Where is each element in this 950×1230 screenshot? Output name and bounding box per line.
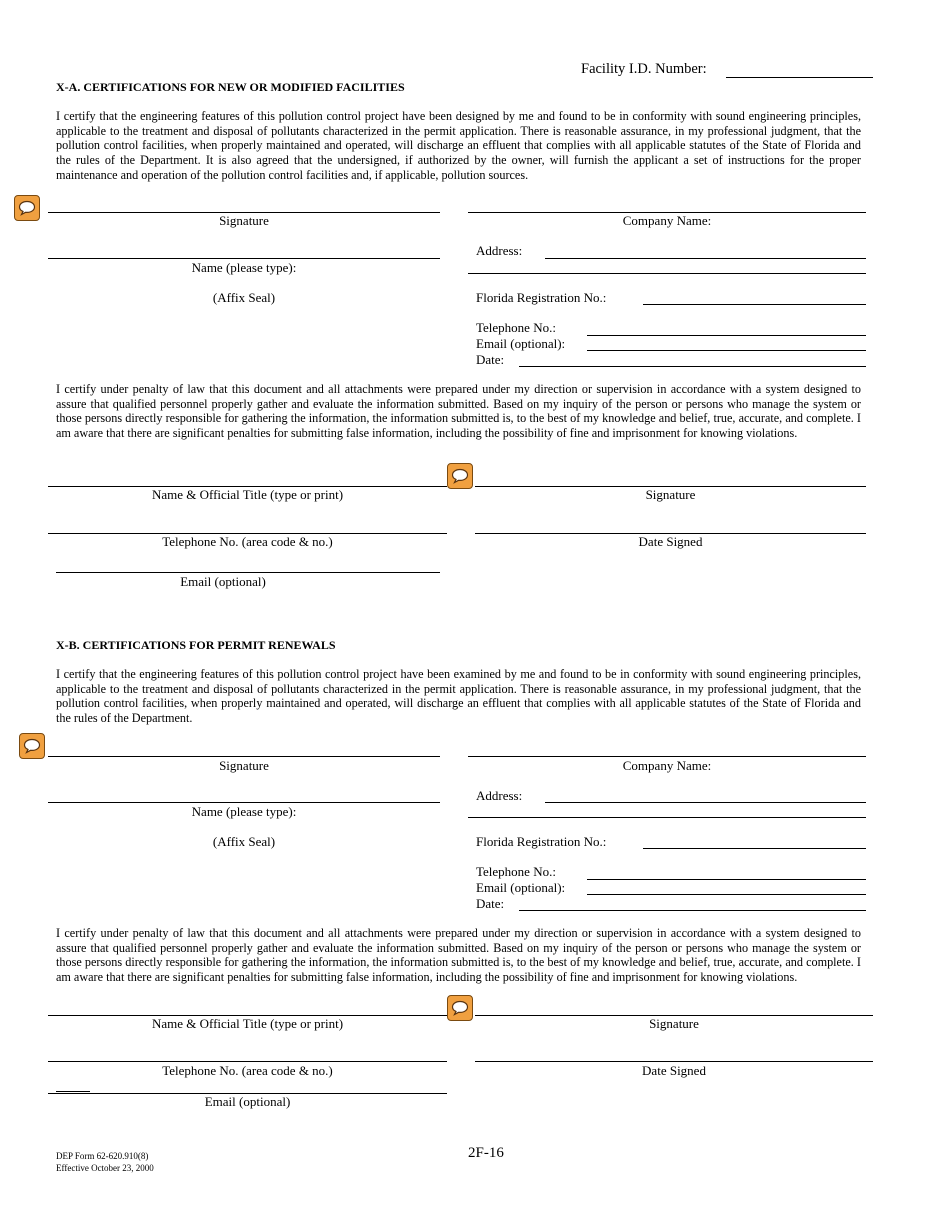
comment-icon[interactable] [14, 195, 40, 221]
telephone-label: Telephone No.: [476, 864, 556, 879]
engineer-name-label: Name (please type): [191, 260, 297, 275]
facility-id-field[interactable] [726, 77, 873, 78]
official-telephone-label: Telephone No. (area code & no.) [162, 534, 333, 549]
official-email-label: Email (optional) [180, 574, 266, 589]
affix-seal-label: (Affix Seal) [212, 834, 276, 849]
company-name-field[interactable] [468, 756, 866, 757]
official-date-signed-field[interactable] [475, 1061, 873, 1062]
date-label: Date: [476, 896, 505, 911]
section-b-penalty-statement: I certify under penalty of law that this document and all attachments were prepared under my direction or supervision in accordance with a system designed to assure that qualified personnel properly gather and evaluate the information submitted. Based on my inquiry of the person or persons who manage the system or those persons directly responsible for gathering the information, the information submitted is, to the best of my knowledge and belief, true, accurate, and complete. I am aware that there are significant penalties for submitting false information, including the possibility of fine and imprisonment for knowing violations. [56, 926, 861, 985]
engineer-name-label: Name (please type): [191, 804, 297, 819]
official-date-signed-label: Date Signed [638, 534, 703, 549]
engineer-signature-field[interactable] [48, 756, 440, 757]
date-label: Date: [476, 352, 505, 367]
engineer-name-field[interactable] [48, 258, 440, 259]
email-label: Email (optional): [476, 336, 566, 351]
registration-field[interactable] [643, 848, 866, 849]
comment-icon[interactable] [447, 995, 473, 1021]
email-label: Email (optional): [476, 880, 566, 895]
email-field[interactable] [587, 894, 866, 895]
section-a-penalty-statement: I certify under penalty of law that this document and all attachments were prepared under my direction or supervision in accordance with a system designed to assure that qualified personnel properly gather and evaluate the information submitted. Based on my inquiry of the person or persons who manage the system or those persons directly responsible for gathering the information, the information submitted is, to the best of my knowledge and belief, true, accurate, and complete. I am aware that there are significant penalties for submitting false information, including the possibility of fine and imprisonment for knowing violations. [56, 382, 861, 441]
official-name-title-label: Name & Official Title (type or print) [151, 1016, 344, 1031]
official-email-field[interactable] [56, 572, 440, 573]
facility-id-label: Facility I.D. Number: [581, 61, 707, 77]
official-name-title-label: Name & Official Title (type or print) [151, 487, 344, 502]
telephone-label: Telephone No.: [476, 320, 556, 335]
telephone-field[interactable] [587, 335, 866, 336]
address-field-line2[interactable] [468, 273, 866, 274]
form-number: DEP Form 62-620.910(8) [56, 1151, 149, 1161]
registration-label: Florida Registration No.: [476, 290, 607, 305]
date-field[interactable] [519, 910, 866, 911]
section-a-heading: X-A. CERTIFICATIONS FOR NEW OR MODIFIED FACILITIES [56, 80, 405, 94]
telephone-field[interactable] [587, 879, 866, 880]
comment-icon[interactable] [19, 733, 45, 759]
company-name-label: Company Name: [622, 758, 712, 773]
affix-seal-label: (Affix Seal) [212, 290, 276, 305]
date-field[interactable] [519, 366, 866, 367]
official-signature-label: Signature [645, 487, 696, 502]
engineer-signature-label: Signature [219, 758, 269, 773]
address-field-line2[interactable] [468, 817, 866, 818]
section-b-engineer-statement: I certify that the engineering features of this pollution control project have been examined by me and found to be in conformity with sound engineering principles, applicable to the treatment and disposal of pollutants characterized in the permit application. There is reasonable assurance, in my professional judgment, that the pollution control facilities, when properly maintained and operated, will discharge an effluent that complies with all applicable statutes of the State of Florida and the rules of the Department. [56, 667, 861, 726]
registration-label: Florida Registration No.: [476, 834, 607, 849]
official-telephone-label: Telephone No. (area code & no.) [162, 1063, 333, 1078]
company-name-label: Company Name: [622, 213, 712, 228]
engineer-name-field[interactable] [48, 802, 440, 803]
official-email-label: Email (optional) [204, 1094, 291, 1109]
registration-field[interactable] [643, 304, 866, 305]
engineer-signature-label: Signature [219, 213, 269, 228]
official-signature-label: Signature [649, 1016, 699, 1031]
official-email-field-stub [56, 1091, 90, 1092]
email-field[interactable] [587, 350, 866, 351]
address-label: Address: [476, 243, 523, 258]
address-label: Address: [476, 788, 523, 803]
comment-icon[interactable] [447, 463, 473, 489]
page-number: 2F-16 [468, 1145, 504, 1161]
section-b-heading: X-B. CERTIFICATIONS FOR PERMIT RENEWALS [56, 638, 336, 652]
address-field[interactable] [545, 802, 866, 803]
official-telephone-field[interactable] [48, 1061, 447, 1062]
address-field[interactable] [545, 258, 866, 259]
effective-date: Effective October 23, 2000 [56, 1163, 154, 1173]
section-a-engineer-statement: I certify that the engineering features of this pollution control project have been designed by me and found to be in conformity with sound engineering principles, applicable to the treatment and disposal of pollutants characterized in the permit application. There is reasonable assurance, in my professional judgment, that the pollution control facilities, when properly maintained and operated, will discharge an effluent that complies with all applicable statutes of the State of Florida and the rules of the Department. It is also agreed that the undersigned, if authorized by the owner, will furnish the applicant a set of instructions for the proper maintenance and operation of the pollution control facilities and, if applicable, pollution sources. [56, 109, 861, 182]
official-date-signed-label: Date Signed [642, 1063, 706, 1078]
